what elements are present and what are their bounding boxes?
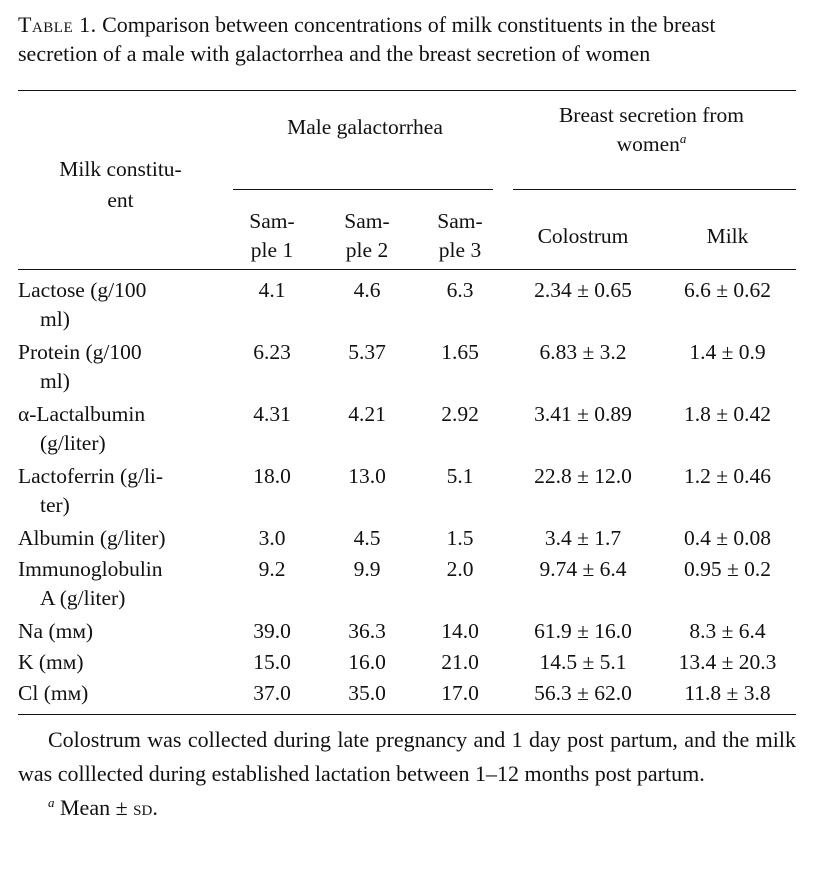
cell-milk: 13.4 ± 20.3 (678, 650, 777, 674)
cell-s3: 5.1 (446, 464, 474, 488)
cell-colostrum: 61.9 ± 16.0 (534, 619, 632, 643)
table-body (18, 270, 796, 710)
table-row (18, 270, 796, 338)
header-male-galactorrhea: Male galactorrhea (287, 115, 443, 139)
header-milk-constituent: Milk constitu- ent (59, 157, 182, 212)
cell-s1: 18.0 (253, 464, 291, 488)
table-caption (18, 10, 796, 68)
cell-s3: 1.5 (446, 526, 474, 550)
cell-milk: 1.4 ± 0.9 (689, 340, 766, 364)
cell-milk: 8.3 ± 6.4 (689, 619, 766, 643)
table-caption-text: Comparison between concentrations of milk constituents in the breast secretion of a male with galactorrhea and the breast secretion of women (18, 12, 716, 66)
cell-colostrum: 56.3 ± 62.0 (534, 681, 632, 705)
table-bottom-rule (18, 714, 796, 715)
header-milk: Milk (706, 223, 749, 248)
male-group-rule (233, 189, 493, 190)
cell-milk: 1.8 ± 0.42 (683, 402, 772, 426)
table-row (18, 555, 796, 617)
cell-s2: 35.0 (348, 681, 386, 705)
cell-s2: 9.9 (353, 557, 381, 581)
table-row (18, 679, 796, 710)
women-group-rule (513, 189, 796, 190)
table-row (18, 400, 796, 462)
row-label: α-Lactalbumin (g/liter) (18, 402, 146, 455)
footnote-marker: a (679, 131, 687, 146)
table-row (18, 338, 796, 400)
cell-s3: 17.0 (441, 681, 479, 705)
data-table (18, 91, 796, 710)
cell-s1: 37.0 (253, 681, 291, 705)
header-sample-3: Sam- ple 3 (437, 209, 483, 262)
cell-s2: 4.21 (348, 402, 386, 426)
cell-milk: 1.2 ± 0.46 (683, 464, 772, 488)
cell-milk: 6.6 ± 0.62 (683, 278, 772, 302)
header-sample-1: Sam- ple 1 (249, 209, 295, 262)
cell-s2: 13.0 (348, 464, 386, 488)
cell-s2: 16.0 (348, 650, 386, 674)
header-sample-2: Sam- ple 2 (344, 209, 390, 262)
cell-s1: 3.0 (258, 526, 286, 550)
cell-colostrum: 6.83 ± 3.2 (539, 340, 627, 364)
cell-s1: 4.31 (253, 402, 291, 426)
row-label: Lactoferrin (g/li- ter) (18, 464, 164, 517)
cell-s3: 1.65 (441, 340, 479, 364)
table-row (18, 524, 796, 555)
cell-s3: 6.3 (446, 278, 474, 302)
cell-colostrum: 3.4 ± 1.7 (544, 526, 622, 550)
cell-milk: 11.8 ± 3.8 (684, 681, 771, 705)
cell-s1: 15.0 (253, 650, 291, 674)
cell-s2: 5.37 (348, 340, 386, 364)
row-label: Lactose (g/100 ml) (18, 278, 147, 331)
row-label: Na (mм) (18, 619, 94, 643)
cell-s1: 4.1 (258, 278, 286, 302)
cell-colostrum: 22.8 ± 12.0 (534, 464, 632, 488)
cell-milk: 0.4 ± 0.08 (683, 526, 772, 550)
cell-s3: 21.0 (441, 650, 479, 674)
table-note: Colostrum was collected during late pregnancy and 1 day post partum, and the milk was colllected during established lactation between 1–12 months post partum. (18, 727, 796, 786)
cell-milk: 0.95 ± 0.2 (683, 557, 772, 581)
row-label: Albumin (g/liter) (18, 526, 166, 550)
cell-s1: 39.0 (253, 619, 291, 643)
row-label: Immunoglobulin A (g/liter) (18, 557, 163, 610)
table-row (18, 617, 796, 648)
header-breast-secretion-women: Breast secretion from women$^a$ (558, 103, 745, 156)
footnote-a-marker: a (48, 795, 55, 810)
cell-s2: 4.6 (353, 278, 381, 302)
cell-s3: 2.92 (441, 402, 479, 426)
cell-s3: 14.0 (441, 619, 479, 643)
row-label: Cl (mм) (18, 681, 89, 705)
row-label: K (mм) (18, 650, 84, 674)
cell-colostrum: 14.5 ± 5.1 (539, 650, 627, 674)
table-row (18, 648, 796, 679)
table-figure (18, 10, 796, 825)
footnote-a-text: Mean ± sd. (60, 795, 158, 820)
cell-s2: 4.5 (353, 526, 381, 550)
cell-s1: 9.2 (258, 557, 286, 581)
cell-colostrum: 9.74 ± 6.4 (539, 557, 627, 581)
footnote-a (18, 791, 796, 825)
row-label: Protein (g/100 ml) (18, 340, 142, 393)
table-label: Table 1. (18, 12, 97, 37)
cell-s1: 6.23 (253, 340, 291, 364)
cell-s2: 36.3 (348, 619, 386, 643)
cell-colostrum: 2.34 ± 0.65 (534, 278, 632, 302)
header-colostrum: Colostrum (537, 223, 629, 248)
table-row (18, 462, 796, 524)
cell-s3: 2.0 (446, 557, 474, 581)
cell-colostrum: 3.41 ± 0.89 (534, 402, 632, 426)
